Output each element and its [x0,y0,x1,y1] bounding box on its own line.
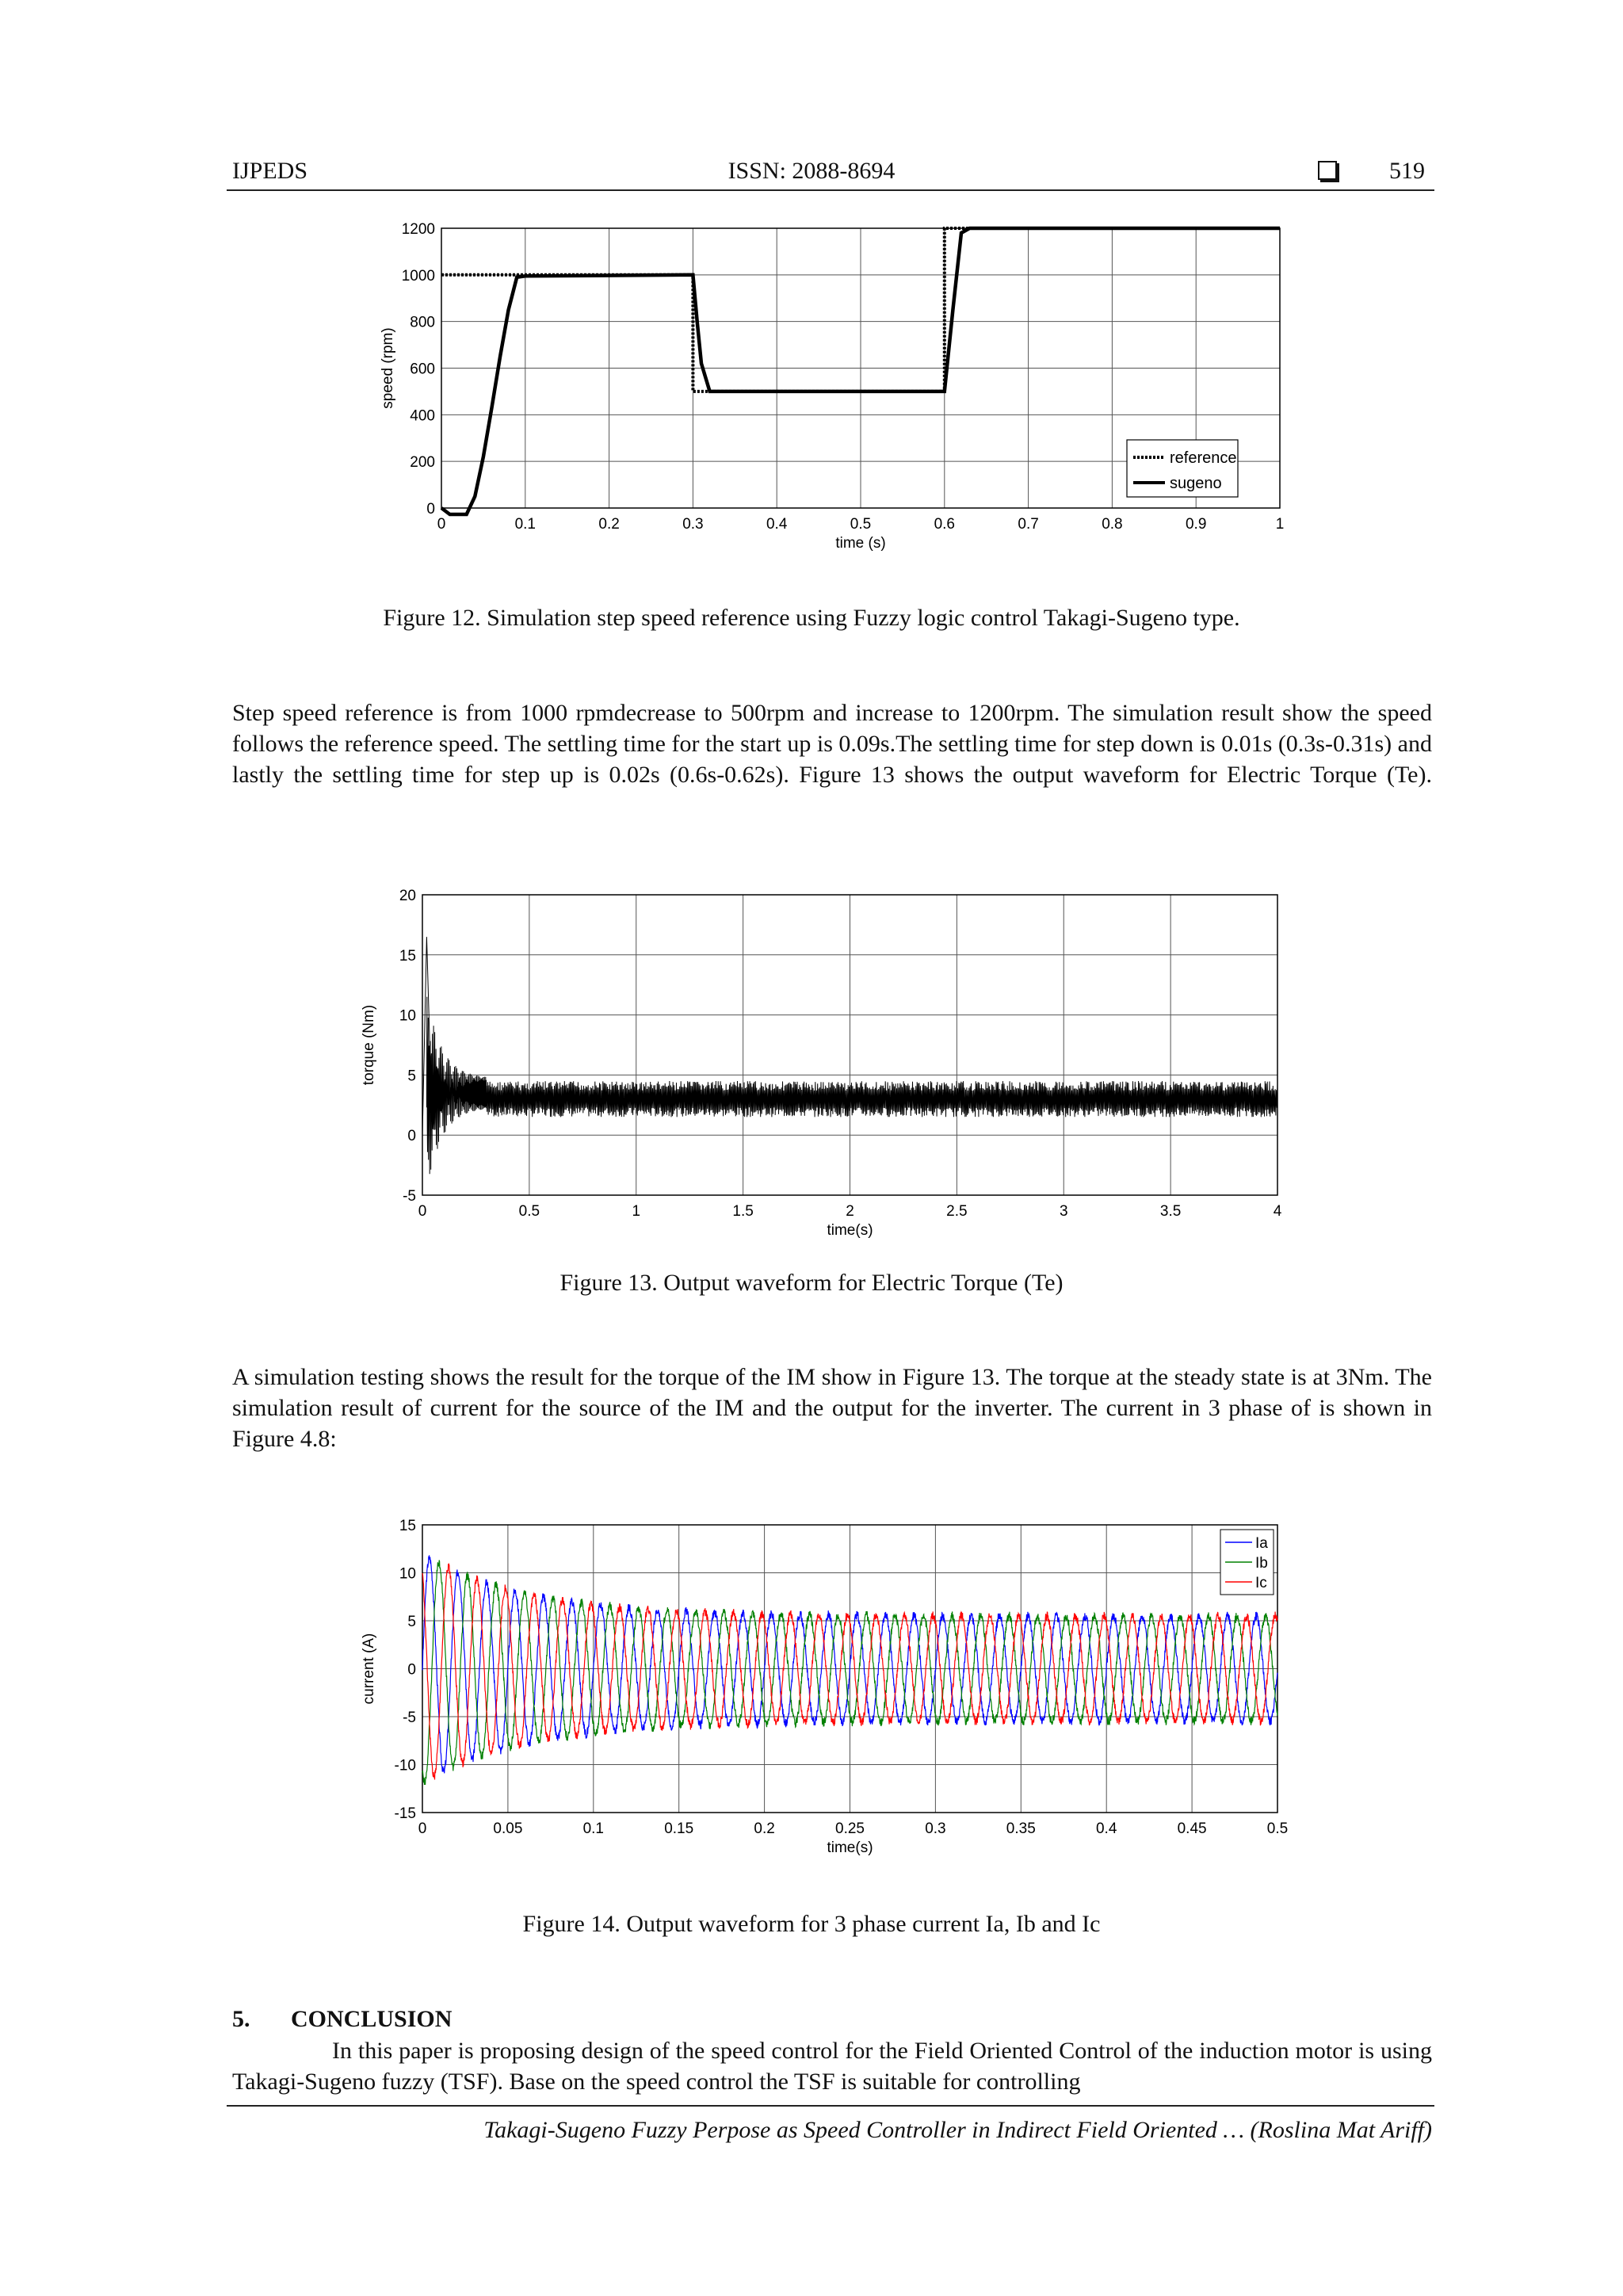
section-heading [232,2004,452,2035]
x-tick-label: 2.5 [946,1203,968,1220]
y-tick-label: 1000 [401,267,435,285]
x-axis-label: time (s) [835,535,886,552]
x-tick-label: 1 [632,1203,641,1220]
journal-name: IJPEDS [232,158,308,184]
x-tick-label: 0 [418,1203,427,1220]
y-tick-label: 200 [410,454,435,472]
legend-label-Ib: Ib [1255,1555,1268,1572]
y-tick-label: -15 [394,1805,416,1822]
y-axis-label: torque (Nm) [361,1004,377,1086]
x-tick-label: 0.15 [664,1820,694,1837]
x-tick-label: 0.1 [514,516,537,533]
figure-13 [0,876,1623,1240]
y-tick-label: 20 [399,888,416,904]
y-tick-label: 0 [407,1128,416,1145]
conclusion-text: In this paper is proposing design of the speed control for the Field Oriented Control of the induction motor is using Takagi-Sugeno fuzzy (TSF). Base on the speed control the TSF is suitable for controlling [232,2038,1432,2095]
figure-14 [0,1506,1623,1878]
current-chart [0,1506,1623,1878]
x-tick-label: 0.2 [754,1820,775,1837]
y-tick-label: -5 [403,1710,416,1726]
legend-label-Ic: Ic [1255,1575,1267,1591]
torque-chart [0,876,1623,1240]
x-axis-label: time(s) [827,1222,873,1239]
y-axis-label: current (A) [361,1633,377,1705]
paragraph-2: A simulation testing shows the result for the torque of the IM show in Figure 13. The torque at the steady state is at 3Nm. The simulation result of current for the source of the IM and the output for the inverter. The current in 3 phase of is shown in Figure 4.8: [232,1364,1432,1452]
issn: ISSN: 2088-8694 [727,158,896,184]
section-number: 5. [232,2006,250,2032]
x-tick-label: 0 [437,516,446,533]
x-tick-label: 0.5 [518,1203,540,1220]
y-tick-label: 10 [399,1565,416,1583]
y-tick-label: 0 [426,501,435,518]
section-title: CONCLUSION [291,2006,453,2032]
legend-label-sugeno: sugeno [1170,475,1222,492]
y-tick-label: 15 [399,947,416,965]
running-footer: Takagi-Sugeno Fuzzy Perpose as Speed Controller in Indirect Field Oriented … (Roslina Mat Ariff) [483,2117,1432,2143]
x-tick-label: 0.25 [835,1820,865,1837]
x-tick-label: 0.9 [1185,516,1207,533]
header-rule [227,189,1434,191]
figure-14-caption: Figure 14. Output waveform for 3 phase current Ia, Ib and Ic [522,1911,1101,1937]
figure-12-caption: Figure 12. Simulation step speed reference using Fuzzy logic control Takagi-Sugeno type. [383,605,1240,631]
box-icon [1318,155,1337,187]
x-tick-label: 0.4 [766,516,788,533]
y-tick-label: 600 [410,361,435,378]
y-tick-label: 1200 [401,221,435,238]
x-tick-label: 0.35 [1006,1820,1036,1837]
x-tick-label: 0.3 [925,1820,946,1837]
x-tick-label: 3 [1059,1203,1068,1220]
x-tick-label: 0.3 [682,516,704,533]
y-tick-label: -5 [403,1188,416,1205]
y-tick-label: 5 [407,1068,416,1085]
y-tick-label: 5 [407,1614,416,1630]
x-tick-label: 3.5 [1159,1203,1182,1220]
y-tick-label: 15 [399,1518,416,1534]
y-tick-label: -10 [394,1757,416,1775]
x-tick-label: 0.5 [850,516,872,533]
page-number: 519 [1389,158,1425,184]
y-tick-label: 800 [410,314,435,331]
x-tick-label: 4 [1273,1203,1282,1220]
y-tick-label: 400 [410,407,435,425]
x-tick-label: 0 [418,1820,427,1837]
x-tick-label: 0.2 [598,516,620,533]
x-tick-label: 0.45 [1177,1820,1207,1837]
x-tick-label: 1 [1275,516,1285,533]
x-tick-label: 0.05 [493,1820,523,1837]
figure-12 [0,214,1623,571]
legend-label-Ia: Ia [1255,1535,1268,1552]
x-tick-label: 0.6 [934,516,956,533]
speed-chart [0,214,1623,571]
x-tick-label: 1.5 [732,1203,754,1220]
x-axis-label: time(s) [827,1839,873,1856]
paragraph-1: Step speed reference is from 1000 rpmdecrease to 500rpm and increase to 1200rpm. The simulation result show the speed follows the reference speed. The settling time for the start up is 0.09s.The settling time for step down is 0.01s (0.3s-0.31s) and lastly the settling time for step up is 0.02s (0.6s-0.62s). Figure 13 shows the output waveform for Electric Torque (Te). [232,700,1432,788]
x-tick-label: 2 [846,1203,854,1220]
figure-13-caption: Figure 13. Output waveform for Electric Torque (Te) [559,1270,1064,1296]
y-axis-label: speed (rpm) [380,327,396,409]
x-tick-label: 0.4 [1095,1820,1117,1837]
footer-rule [227,2105,1434,2107]
legend-label-reference: reference [1170,449,1237,467]
x-tick-label: 0.1 [582,1820,605,1837]
y-tick-label: 0 [407,1661,416,1679]
x-tick-label: 0.5 [1266,1820,1289,1837]
x-tick-label: 0.8 [1102,516,1123,533]
x-tick-label: 0.7 [1018,516,1039,533]
y-tick-label: 10 [399,1007,416,1025]
